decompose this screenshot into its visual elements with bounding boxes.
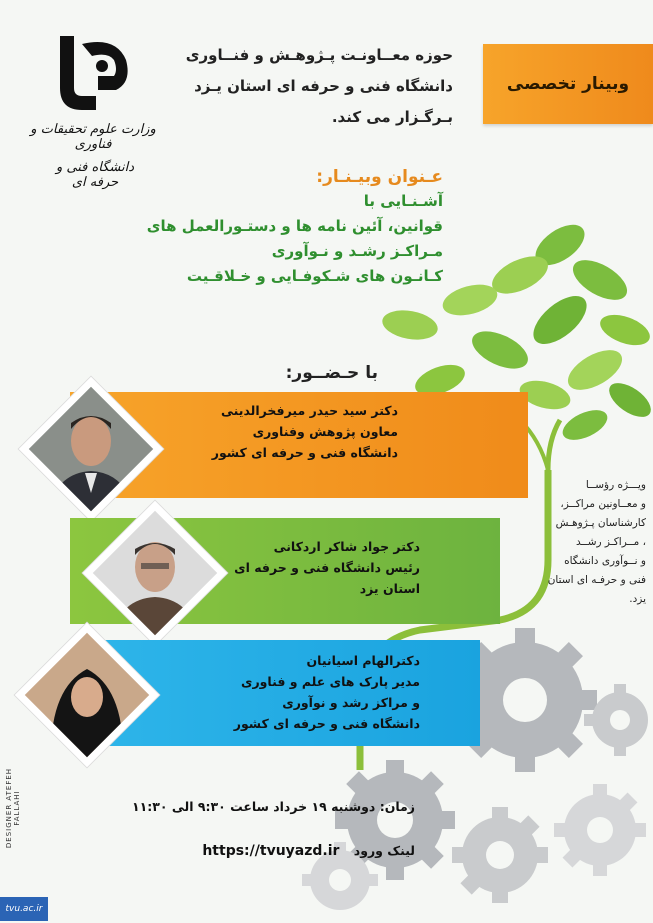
link-label: لینک ورود [353, 843, 415, 858]
speaker-role: دانشگاه فنی و حرفه ای کشور [233, 716, 420, 731]
note-line: و نــوآوری دانشگاه [564, 555, 646, 567]
note-line: کارشناسان پـژوهـش [555, 517, 646, 529]
speaker-role: رئیس دانشگاه فنی و حرفه ای [234, 560, 420, 575]
title-line: مـراکـز رشـد و نـوآوری [271, 242, 443, 260]
speaker-role: استان یزد [359, 581, 420, 596]
link-url[interactable]: https://tvuyazd.ir [202, 843, 340, 859]
note-line: ویـــژه رؤســا [585, 479, 646, 491]
speaker-role: و مراکز رشد و نوآوری [282, 695, 420, 710]
title-line: آشـنـایی با [363, 192, 443, 210]
organizer-line: حوزه معــاونـت پـژوهـش و فنــاوری [185, 46, 453, 64]
audience-note [546, 476, 646, 609]
attendance-heading: با حـضــور: [285, 363, 378, 383]
speaker-role: معاون پژوهش وفناوری [252, 424, 398, 439]
event-link [202, 843, 415, 859]
note-line: ، مــراکـز رشــد [576, 536, 646, 548]
tvu-badge[interactable]: tvu.ac.ir [0, 897, 48, 921]
webinar-badge: وبینار تخصصی [483, 44, 653, 124]
title-label: عـنوان وبیـنـار: [316, 167, 443, 187]
note-line: فنی و حرفـه ای استان [547, 574, 646, 586]
title-line: قوانین، آئین نامه ها و دستـورالعمل های [146, 217, 443, 235]
designer-credit: DESIGNER ATEFEH FALLAHI [5, 767, 21, 849]
organizer-text [153, 40, 453, 133]
speaker-role: دانشگاه فنی و حرفه ای کشور [211, 445, 398, 460]
university-logo [52, 30, 136, 114]
note-line: یزد. [629, 593, 646, 605]
organizer-line: دانشگاه فنی و حرفه ای استان یـزد [194, 77, 453, 95]
organizer-line: بـرگـزار می کند. [331, 108, 453, 126]
ministry-name: وزارت علوم تحقیقات و فناوری [30, 122, 156, 152]
speaker-name: دکتر جواد شاکر اردکانی [273, 539, 420, 554]
speaker-role: مدیر پارک های علم و فناوری [240, 674, 420, 689]
speaker-name: دکتر سید حیدر میرفخرالدینی [221, 403, 398, 418]
university-name: دانشگاه فنی و حرفه ای [55, 160, 135, 190]
title-line: کـانـون های شـکوفـایی و خـلاقـیت [186, 267, 443, 285]
speaker-info [130, 650, 420, 734]
note-line: و معــاونین مراکــز، [560, 498, 646, 510]
speaker-name: دکترالهام اسیانیان [306, 653, 420, 668]
webinar-title [133, 165, 443, 289]
event-time: زمان: دوشنبه ۱۹ خرداد ساعت ۹:۳۰ الی ۱۱:۳۰ [131, 799, 415, 814]
